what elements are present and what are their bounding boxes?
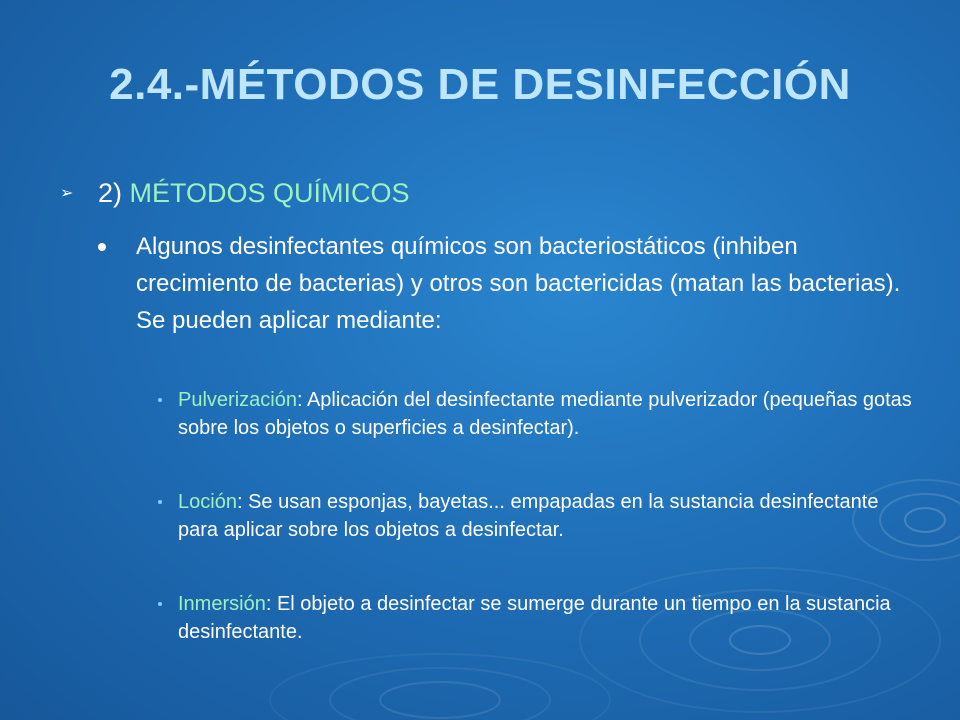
small-dot-icon [158, 500, 162, 504]
section-title: MÉTODOS QUÍMICOS [129, 178, 410, 208]
dot-icon [98, 243, 106, 251]
slide-title: 2.4.-MÉTODOS DE DESINFECCIÓN [109, 60, 851, 109]
section-heading [60, 178, 410, 209]
arrowhead-icon: ➢ [60, 185, 74, 202]
method-description: Se usan esponjas, bayetas... empapadas en la sustancia desinfectante para aplicar sobre los objetos a desinfectar. [178, 491, 879, 541]
intro-text: Algunos desinfectantes químicos son bacteriostáticos (inhiben crecimiento de bacterias) y otros son bactericidas (matan las bacterias). Se pueden aplicar mediante: [136, 233, 901, 334]
section-number: 2) [98, 178, 123, 208]
method-description: Aplicación del desinfectante mediante pulverizador (pequeñas gotas sobre los objetos o superficies a desinfectar). [178, 389, 912, 439]
method-separator: : [236, 491, 249, 513]
small-dot-icon [158, 602, 162, 606]
method-term: Inmersión [178, 593, 266, 615]
method-description: El objeto a desinfectar se sumerge durante un tiempo en la sustancia desinfectante. [178, 593, 891, 643]
intro-paragraph [136, 228, 916, 339]
method-separator: : [296, 389, 307, 411]
method-term: Pulverización [178, 389, 297, 411]
method-separator: : [265, 593, 277, 615]
small-dot-icon [158, 398, 162, 402]
method-item [178, 590, 918, 646]
method-term: Loción [178, 491, 237, 513]
method-item [178, 488, 918, 544]
method-item [178, 386, 918, 442]
